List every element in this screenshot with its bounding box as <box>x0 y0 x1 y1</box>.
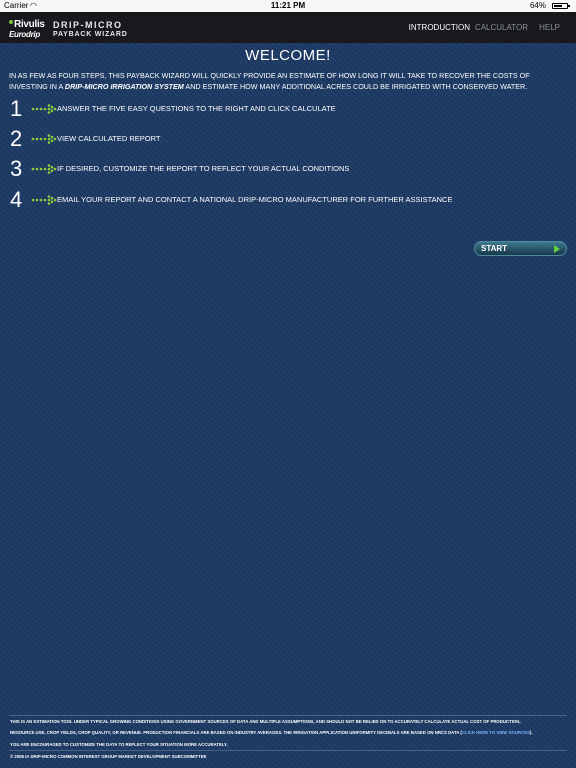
step-number: 4 <box>10 187 23 212</box>
step-text: IF DESIRED, CUSTOMIZE THE REPORT TO REFLECT YOUR ACTUAL CONDITIONS <box>57 164 350 173</box>
status-time: 11:21 PM <box>270 1 306 10</box>
step-text: EMAIL YOUR REPORT AND CONTACT A NATIONAL DRIP-MICRO MANUFACTURER FOR FURTHER ASSISTANCE <box>57 195 453 204</box>
battery-percent: 64% <box>529 1 546 10</box>
app-subtitle: PAYBACK WIZARD <box>53 31 128 38</box>
status-bar <box>0 0 576 12</box>
sources-link[interactable]: CLICK HERE TO VIEW SOURCES <box>461 730 530 735</box>
intro-paragraph <box>9 70 569 92</box>
rivulis-logo <box>9 19 47 39</box>
logo-brand-secondary: Eurodrip <box>9 30 40 39</box>
play-icon <box>554 245 560 253</box>
footer-disclaimer-line1: THIS IS AN ESTIMATION TOOL UNDER TYPICAL GROWING CONDITIONS USING GOVERNMENT SOURCES OF DATA AND MULTIPLE ASSUMPTIONS, AND SHOULD NOT BE RELIED ON TO ACCURATELY CALCULATE ACTUAL COST OF PRODUCTION, <box>10 719 521 724</box>
step-1 <box>10 97 570 121</box>
battery-icon <box>552 3 568 9</box>
tab-introduction[interactable]: INTRODUCTION <box>408 23 470 32</box>
step-number: 2 <box>10 126 23 151</box>
tab-calculator[interactable]: CALCULATOR <box>474 23 528 32</box>
step-text: VIEW CALCULATED REPORT <box>57 134 161 143</box>
step-text: ANSWER THE FIVE EASY QUESTIONS TO THE RIGHT AND CLICK CALCULATE <box>57 104 336 113</box>
app-title: DRIP-MICRO <box>53 20 123 30</box>
page-title: WELCOME! <box>245 47 331 64</box>
step-number: 1 <box>10 96 23 121</box>
intro-emphasis: DRIP-MICRO IRRIGATION SYSTEM <box>64 82 184 91</box>
carrier-label: Carrier <box>4 1 29 10</box>
start-button[interactable] <box>474 241 567 256</box>
step-2 <box>10 127 570 151</box>
footer-disclaimer-line3: YOU ARE ENCOURAGED TO CUSTOMIZE THE DATA TO REFLECT YOUR SITUATION MORE ACCURATELY. <box>10 742 228 747</box>
app-header <box>0 12 576 43</box>
intro-text-part2: AND ESTIMATE HOW MANY ADDITIONAL ACRES COULD BE IRRIGATED WITH CONSERVED WATER. <box>185 82 528 91</box>
footer-disclaimer-line2 <box>10 727 566 738</box>
start-button-label: START <box>481 244 508 253</box>
dotted-arrow-icon <box>31 104 59 114</box>
intro-text-part1: IN AS FEW AS FOUR STEPS, THIS PAYBACK WIZARD WILL QUICKLY PROVIDE AN ESTIMATE OF HOW LONG IT WILL TAKE TO RECOVER THE COSTS OF INVESTING IN A <box>9 71 530 91</box>
dotted-arrow-icon <box>31 134 59 144</box>
dotted-arrow-icon <box>31 164 59 174</box>
step-number: 3 <box>10 156 23 181</box>
footer-copyright: © 2008 IA DRIP-MICRO COMMON INTEREST GROUP MARKET DEVELOPMENT SUBCOMMITTEE <box>10 754 207 759</box>
step-3 <box>10 157 570 181</box>
dotted-arrow-icon <box>31 195 59 205</box>
logo-brand-primary: Rivulis <box>14 19 45 30</box>
wifi-icon: ◠ <box>30 1 37 10</box>
tab-help[interactable]: HELP <box>539 23 560 32</box>
step-4 <box>10 188 570 212</box>
footer-disclaimer-line2-a: RESOURCE USE, CROP YIELDS, CROP QUALITY, OR REVENUE. PRODUCTION FINANCIALS ARE BASED ON INDUSTRY AVERAGES. THE IRRIGATION APPLICATION UNIFORMITY DECIMALS ARE BASED ON NRCS DATA ( <box>10 730 462 735</box>
footer-disclaimer-line2-b: ). <box>529 730 533 735</box>
leaf-icon <box>9 20 13 24</box>
